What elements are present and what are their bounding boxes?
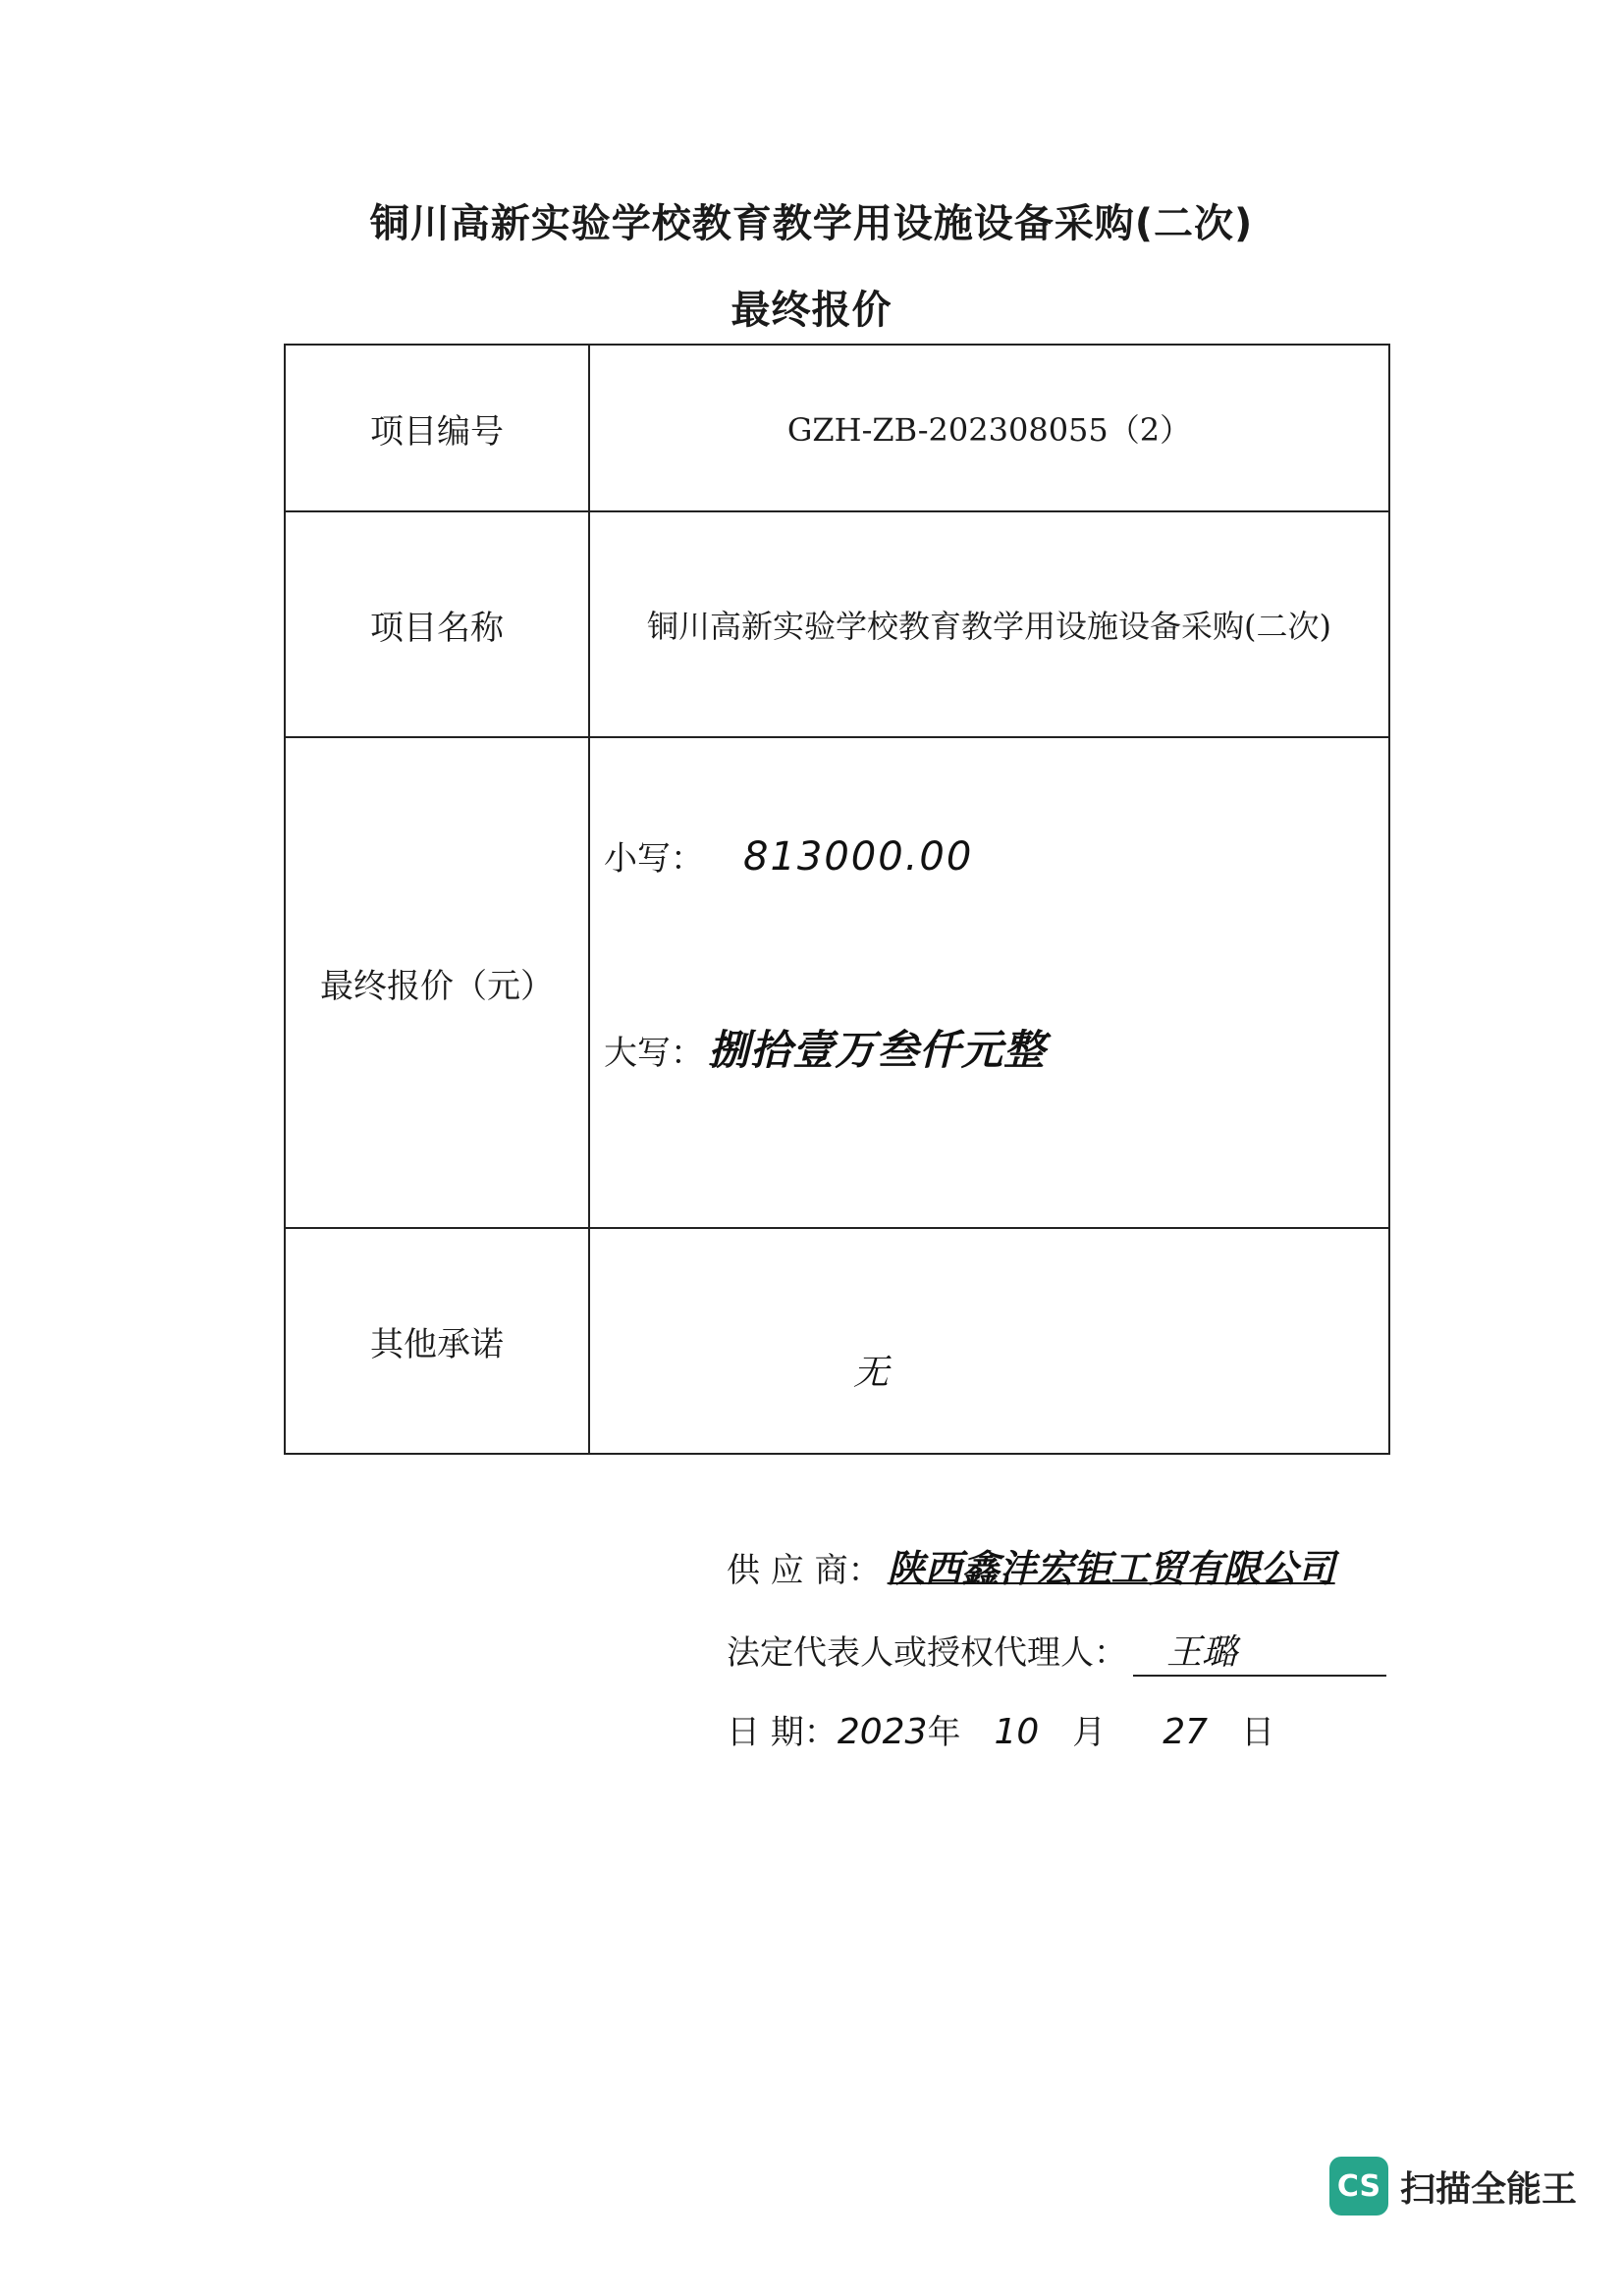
amount-big-line bbox=[604, 1018, 1046, 1077]
date-day-unit: 日 bbox=[1241, 1713, 1275, 1752]
date-line bbox=[727, 1705, 1274, 1753]
project-code-label: 项目编号 bbox=[285, 345, 589, 511]
table-row bbox=[285, 345, 1389, 511]
document-subtitle: 最终报价 bbox=[730, 288, 893, 333]
supplier-value: 陕西鑫沣宏钜工贸有限公司 bbox=[887, 1547, 1335, 1590]
project-name-value: 铜川高新实验学校教育教学用设施设备采购(二次) bbox=[589, 511, 1389, 737]
representative-label: 法定代表人或授权代理人： bbox=[727, 1633, 1127, 1673]
final-price-cell bbox=[589, 737, 1389, 1228]
scanner-watermark bbox=[1329, 2157, 1577, 2216]
representative-signature: 王璐 bbox=[1133, 1625, 1386, 1677]
amount-small-label: 小写： bbox=[604, 839, 704, 879]
date-year: 2023 bbox=[837, 1712, 928, 1752]
project-name-label: 项目名称 bbox=[285, 511, 589, 737]
representative-line bbox=[727, 1625, 1386, 1677]
project-code-value: GZH-ZB-202308055（2） bbox=[589, 345, 1389, 511]
other-promise-cell bbox=[589, 1228, 1389, 1454]
amount-big-value: 捌拾壹万叁仟元整 bbox=[708, 1026, 1047, 1074]
table-row bbox=[285, 511, 1389, 737]
document-title: 铜川高新实验学校教育教学用设施设备采购(二次) bbox=[369, 201, 1254, 246]
final-price-label: 最终报价（元） bbox=[285, 737, 589, 1228]
other-promise-value: 无 bbox=[853, 1353, 890, 1393]
table-row bbox=[285, 1228, 1389, 1454]
amount-small-line bbox=[604, 831, 973, 880]
date-year-unit: 年 bbox=[927, 1713, 961, 1752]
date-label: 日 期： bbox=[727, 1713, 838, 1752]
table-row bbox=[285, 737, 1389, 1228]
amount-big-label: 大写： bbox=[604, 1034, 704, 1073]
camscanner-logo-icon: CS bbox=[1329, 2157, 1388, 2216]
date-month: 10 bbox=[994, 1712, 1040, 1752]
supplier-label: 供 应 商： bbox=[727, 1551, 882, 1590]
camscanner-brand-text: 扫描全能王 bbox=[1400, 2168, 1578, 2210]
date-month-unit: 月 bbox=[1072, 1713, 1107, 1752]
amount-small-value: 813000.00 bbox=[743, 834, 974, 880]
date-day: 27 bbox=[1163, 1712, 1209, 1752]
other-promise-label: 其他承诺 bbox=[285, 1228, 589, 1454]
quote-table bbox=[284, 344, 1390, 1455]
supplier-line bbox=[727, 1538, 1335, 1592]
